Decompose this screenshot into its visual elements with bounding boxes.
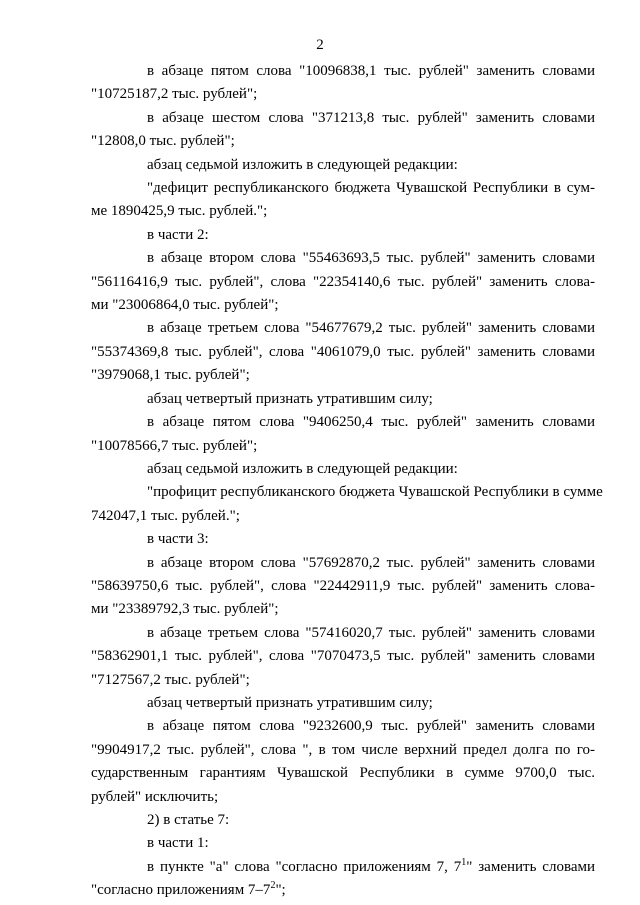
paragraph bbox=[91, 692, 595, 715]
text-line: "10725187,2 тыс. рублей"; bbox=[91, 86, 258, 103]
text-line: абзац седьмой изложить в следующей редакции: bbox=[147, 156, 458, 173]
superscript: 2 bbox=[270, 880, 276, 892]
text-line: в части 2: bbox=[147, 226, 209, 243]
paragraph bbox=[91, 528, 595, 551]
text-line: "58362901,1 тыс. рублей", слова "7070473,5 тыс. рублей" заменить словами bbox=[91, 648, 595, 665]
text-line: абзац седьмой изложить в следующей редакции: bbox=[147, 460, 458, 477]
text-line: "3979068,1 тыс. рублей"; bbox=[91, 367, 250, 384]
paragraph bbox=[91, 458, 595, 481]
text-line: в абзаце пятом слова "10096838,1 тыс. рублей" заменить словами bbox=[147, 63, 595, 79]
text-line: "7127567,2 тыс. рублей"; bbox=[91, 671, 250, 688]
text-line: "10078566,7 тыс. рублей"; bbox=[91, 437, 258, 454]
paragraph bbox=[91, 809, 595, 832]
text-fragment: " заменить словами bbox=[466, 858, 596, 875]
paragraph bbox=[91, 832, 595, 855]
paragraph bbox=[91, 388, 595, 411]
text-line: абзац четвертый признать утратившим силу; bbox=[147, 390, 433, 407]
paragraph bbox=[91, 411, 595, 458]
text-line: абзац четвертый признать утратившим силу; bbox=[147, 694, 433, 711]
text-line: в абзаце втором слова "57692870,2 тыс. рублей" заменить словами bbox=[147, 554, 595, 571]
text-line: "дефицит республиканского бюджета Чувашской Республики в сум- bbox=[147, 180, 595, 197]
paragraph bbox=[91, 247, 595, 317]
text-fragment: "согласно приложениям 7–7 bbox=[91, 882, 271, 899]
paragraph bbox=[91, 715, 595, 809]
text-line: "профицит республиканского бюджета Чувашской Республики в сумме bbox=[147, 484, 603, 501]
paragraph bbox=[91, 224, 595, 247]
text-line: "55374369,8 тыс. рублей", слова "4061079,0 тыс. рублей" заменить словами bbox=[91, 343, 595, 360]
text-line bbox=[91, 856, 595, 879]
paragraph bbox=[91, 481, 603, 528]
text-line: ме 1890425,9 тыс. рублей."; bbox=[91, 203, 268, 220]
paragraph bbox=[91, 552, 595, 622]
text-line: 742047,1 тыс. рублей."; bbox=[91, 507, 240, 524]
text-line: в абзаце пятом слова "9406250,4 тыс. рублей" заменить словами bbox=[147, 414, 595, 431]
paragraph bbox=[91, 622, 595, 692]
paragraph bbox=[91, 60, 595, 107]
superscript: 1 bbox=[461, 856, 467, 868]
document-body bbox=[91, 60, 603, 903]
paragraph bbox=[91, 856, 595, 903]
text-fragment: "; bbox=[275, 882, 286, 899]
text-line: ми "23006864,0 тыс. рублей"; bbox=[91, 297, 279, 314]
text-line: в абзаце шестом слова "371213,8 тыс. рублей" заменить словами bbox=[147, 109, 595, 126]
text-line: рублей" исключить; bbox=[91, 788, 219, 805]
text-line: "12808,0 тыс. рублей"; bbox=[91, 133, 235, 150]
text-line: 2) в статье 7: bbox=[147, 812, 230, 828]
text-line: в абзаце третьем слова "54677679,2 тыс. рублей" заменить словами bbox=[147, 320, 595, 337]
text-line: в абзаце третьем слова "57416020,7 тыс. рублей" заменить словами bbox=[147, 624, 595, 641]
text-fragment: в пункте "а" слова "согласно приложениям 7, 7 bbox=[147, 858, 462, 875]
text-line: сударственным гарантиям Чувашской Республики в сумме 9700,0 тыс. bbox=[91, 765, 595, 782]
text-line bbox=[91, 879, 595, 902]
paragraph bbox=[91, 154, 595, 177]
text-line: "56116416,9 тыс. рублей", слова "22354140,6 тыс. рублей" заменить слова- bbox=[91, 273, 595, 290]
text-line: в абзаце втором слова "55463693,5 тыс. рублей" заменить словами bbox=[147, 250, 595, 267]
paragraph bbox=[91, 107, 595, 154]
text-line: "58639750,6 тыс. рублей", слова "22442911,9 тыс. рублей" заменить слова- bbox=[91, 577, 595, 594]
paragraph bbox=[91, 177, 595, 224]
text-line: в части 3: bbox=[147, 531, 209, 548]
text-line: "9904917,2 тыс. рублей", слова ", в том числе верхний предел долга по го- bbox=[91, 741, 595, 758]
text-line: в абзаце пятом слова "9232600,9 тыс. рублей" заменить словами bbox=[147, 718, 595, 735]
text-line: в части 1: bbox=[147, 835, 209, 852]
paragraph bbox=[91, 317, 595, 387]
page-number: 2 bbox=[316, 37, 324, 53]
text-line: ми "23389792,3 тыс. рублей"; bbox=[91, 601, 279, 618]
